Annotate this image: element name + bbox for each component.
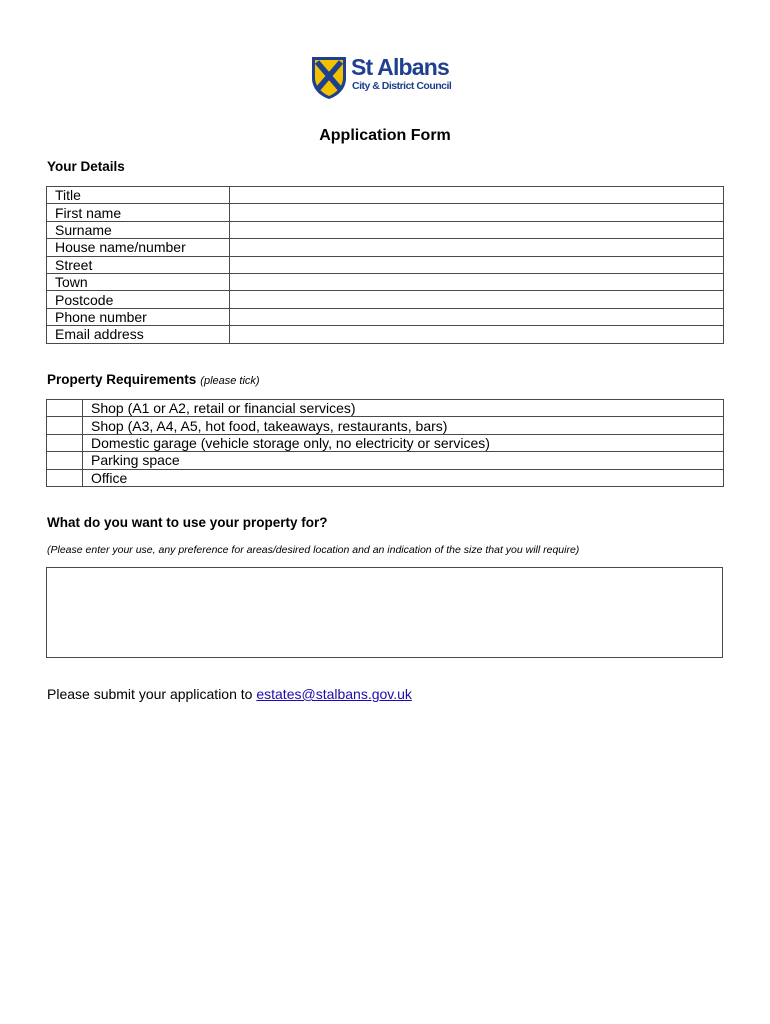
tick-box[interactable] bbox=[47, 400, 83, 417]
tick-box[interactable] bbox=[47, 469, 83, 486]
your-details-table bbox=[46, 186, 724, 344]
council-logo bbox=[311, 56, 463, 102]
town-input-cell[interactable] bbox=[230, 273, 724, 290]
street-input-cell[interactable] bbox=[230, 256, 724, 273]
submit-text: Please submit your application to bbox=[47, 686, 257, 702]
table-row bbox=[47, 469, 724, 486]
table-row bbox=[47, 452, 724, 469]
shield-icon bbox=[311, 56, 347, 100]
table-row bbox=[47, 434, 724, 451]
field-label: House name/number bbox=[47, 239, 230, 256]
table-row bbox=[47, 291, 724, 308]
logo-subtitle: City & District Council bbox=[352, 80, 452, 92]
phone-input-cell[interactable] bbox=[230, 308, 724, 325]
option-label: Domestic garage (vehicle storage only, no electricity or services) bbox=[83, 434, 724, 451]
email-input-cell[interactable] bbox=[230, 326, 724, 343]
option-label: Shop (A1 or A2, retail or financial services) bbox=[83, 400, 724, 417]
your-details-heading: Your Details bbox=[47, 159, 125, 174]
table-row bbox=[47, 256, 724, 273]
field-label: First name bbox=[47, 204, 230, 221]
submit-instruction bbox=[47, 686, 412, 702]
field-label: Street bbox=[47, 256, 230, 273]
surname-input-cell[interactable] bbox=[230, 221, 724, 238]
tick-box[interactable] bbox=[47, 452, 83, 469]
tick-box[interactable] bbox=[47, 417, 83, 434]
table-row bbox=[47, 273, 724, 290]
field-label: Title bbox=[47, 187, 230, 204]
table-row bbox=[47, 326, 724, 343]
property-requirements-table bbox=[46, 399, 724, 487]
page-title: Application Form bbox=[319, 127, 451, 144]
field-label: Postcode bbox=[47, 291, 230, 308]
email-link[interactable]: estates@stalbans.gov.uk bbox=[256, 686, 412, 702]
property-use-textarea[interactable] bbox=[46, 567, 723, 658]
tick-box[interactable] bbox=[47, 434, 83, 451]
property-requirements-title: Property Requirements bbox=[47, 372, 197, 387]
field-label: Phone number bbox=[47, 308, 230, 325]
table-row bbox=[47, 204, 724, 221]
table-row bbox=[47, 221, 724, 238]
option-label: Parking space bbox=[83, 452, 724, 469]
table-row bbox=[47, 239, 724, 256]
option-label: Shop (A3, A4, A5, hot food, takeaways, restaurants, bars) bbox=[83, 417, 724, 434]
field-label: Surname bbox=[47, 221, 230, 238]
title-input-cell[interactable] bbox=[230, 187, 724, 204]
logo-name: St Albans bbox=[351, 54, 450, 80]
postcode-input-cell[interactable] bbox=[230, 291, 724, 308]
property-use-instruction: (Please enter your use, any preference for areas/desired location and an indication of the size that you will require) bbox=[47, 544, 580, 556]
field-label: Town bbox=[47, 273, 230, 290]
tick-note: (please tick) bbox=[200, 375, 260, 387]
house-input-cell[interactable] bbox=[230, 239, 724, 256]
table-row bbox=[47, 187, 724, 204]
table-row bbox=[47, 400, 724, 417]
property-requirements-heading bbox=[47, 372, 260, 387]
field-label: Email address bbox=[47, 326, 230, 343]
table-row bbox=[47, 417, 724, 434]
table-row bbox=[47, 308, 724, 325]
property-use-heading: What do you want to use your property for? bbox=[47, 515, 328, 530]
option-label: Office bbox=[83, 469, 724, 486]
first-name-input-cell[interactable] bbox=[230, 204, 724, 221]
